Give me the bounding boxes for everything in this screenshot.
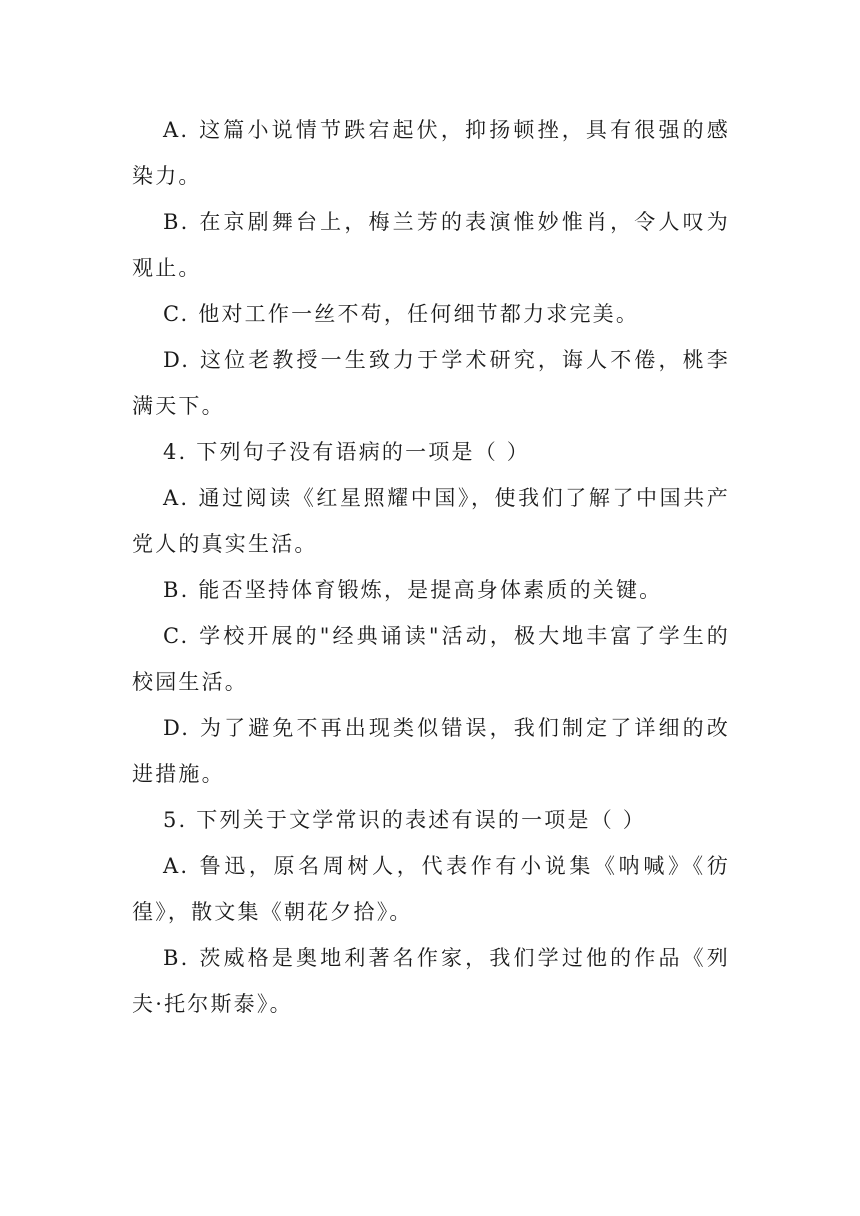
- q3-option-b: B. 在京剧舞台上，梅兰芳的表演惟妙惟肖，令人叹为观止。: [132, 210, 730, 280]
- q3-option-c: C. 他对工作一丝不苟，任何细节都力求完美。: [163, 302, 640, 326]
- q4-option-d: D. 为了避免不再出现类似错误，我们制定了详细的改进措施。: [132, 716, 730, 786]
- question-5-stem: 5. 下列关于文学常识的表述有误的一项是（ ）: [163, 808, 646, 832]
- document-body: [132, 107, 730, 1027]
- question-4-stem: 4. 下列句子没有语病的一项是（ ）: [163, 440, 530, 464]
- q4-option-a: A. 通过阅读《红星照耀中国》，使我们了解了中国共产党人的真实生活。: [132, 486, 730, 556]
- q4-option-b: B. 能否坚持体育锻炼，是提高身体素质的关键。: [163, 578, 663, 602]
- q5-option-b: B. 茨威格是奥地利著名作家，我们学过他的作品《列夫·托尔斯泰》。: [132, 946, 730, 1016]
- q3-option-d: D. 这位老教授一生致力于学术研究，诲人不倦，桃李满天下。: [132, 348, 730, 418]
- q3-option-a: A. 这篇小说情节跌宕起伏，抑扬顿挫，具有很强的感染力。: [132, 118, 730, 188]
- q4-option-c: C. 学校开展的"经典诵读"活动，极大地丰富了学生的校园生活。: [132, 624, 730, 694]
- q5-option-a: A. 鲁迅，原名周树人，代表作有小说集《呐喊》《彷徨》，散文集《朝花夕拾》。: [132, 854, 730, 924]
